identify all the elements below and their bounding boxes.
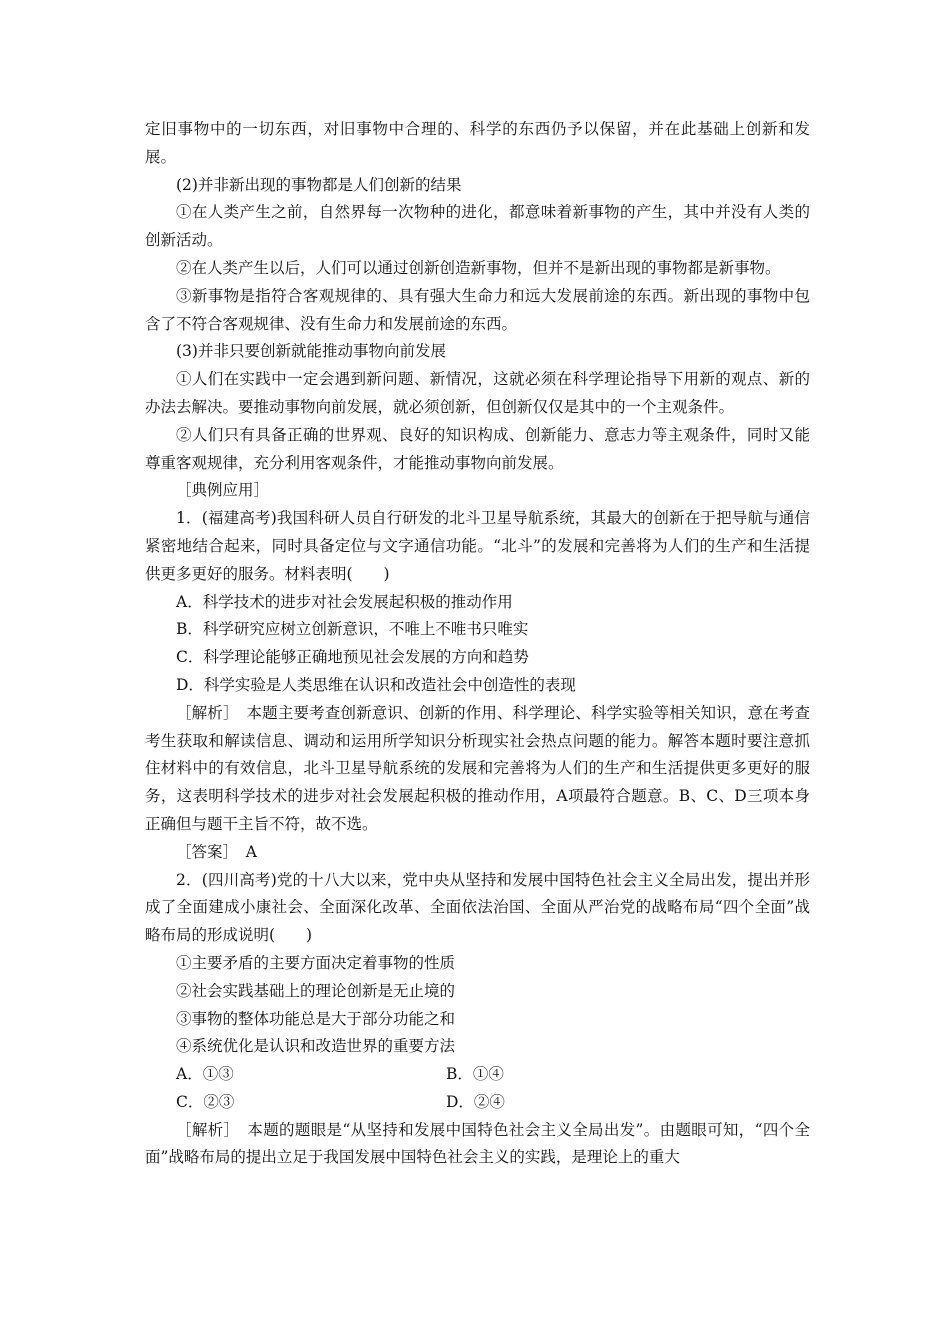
option-d: D．②④ [446,1092,505,1111]
analysis-1: ［解析］ 本题主要考查创新意识、创新的作用、科学理论、科学实验等相关知识，意在考查考生获取和解读信息、调动和运用所学知识分析现实社会热点问题的能力。解答本题时要注意抓住材料中的有效信息，北斗卫星导航系统的发展和完善将为人们的生产和生活提供更多更好的服务，这表明科学技术的进步对社会发展起积极的推动作用，A项最符合题意。B、C、D三项本身正确但与题干主旨不符，故不选。 [145,703,810,833]
options-row-2 [145,1089,810,1117]
analysis-2: ［解析］ 本题的题眼是“从坚持和发展中国特色社会主义全局出发”。由题眼可知，“四个全面”战略布局的提出立足于我国发展中国特色社会主义的实践，是理论上的重大 [145,1120,810,1167]
option-a: A．科学技术的进步对社会发展起积极的推动作用 [176,592,513,611]
option-b: B．①④ [446,1065,504,1084]
statement-3: ③事物的整体功能总是大于部分功能之和 [176,1009,456,1028]
subheading: (3)并非只要创新就能推动事物向前发展 [176,342,446,361]
paragraph: ②人们只有具备正确的世界观、良好的知识构成、创新能力、意志力等主观条件，同时又能尊重客观规律，充分利用客观条件，才能推动事物向前发展。 [145,425,810,472]
section-label: ［典例应用］ [176,481,270,500]
paragraph: ①在人类产生之前，自然界每一次物种的进化，都意味着新事物的产生，其中并没有人类的创新活动。 [145,203,810,250]
option-d: D．科学实验是人类思维在认识和改造社会中创造性的表现 [176,675,576,694]
paragraph: 定旧事物中的一切东西，对旧事物中合理的、科学的东西仍予以保留，并在此基础上创新和发展。 [145,120,810,166]
question-1: 1．(福建高考)我国科研人员自行研发的北斗卫星导航系统，其最大的创新在于把导航与通信紧密地结合起来，同时具备定位与文字通信功能。“北斗”的发展和完善将为人们的生产和生活提供更多更好的服务。材料表明( ) [145,509,810,583]
option-c: C．科学理论能够正确地预见社会发展的方向和趋势 [176,648,529,667]
statement-2: ②社会实践基础上的理论创新是无止境的 [176,981,456,1000]
option-a: A．①③ [176,1065,234,1084]
statement-4: ④系统优化是认识和改造世界的重要方法 [176,1037,456,1056]
document-body [145,116,810,1172]
options-row-1 [145,1061,810,1089]
answer-1: ［答案］ A [176,842,257,861]
subheading: (2)并非新出现的事物都是人们创新的结果 [176,175,462,194]
question-2: 2．(四川高考)党的十八大以来，党中央从坚持和发展中国特色社会主义全局出发，提出并形成了全面建成小康社会、全面深化改革、全面依法治国、全面从严治党的战略布局“四个全面”战略布局的形成说明( ) [145,870,810,945]
paragraph: ②在人类产生以后，人们可以通过创新创造新事物，但并不是新出现的事物都是新事物。 [176,258,781,277]
paragraph: ①人们在实践中一定会遇到新问题、新情况，这就必须在科学理论指导下用新的观点、新的办法去解决。要推动事物向前发展，就必须创新，但创新仅仅是其中的一个主观条件。 [145,370,810,416]
statement-1: ①主要矛盾的主要方面决定着事物的性质 [176,953,456,972]
option-c: C．②③ [176,1092,235,1111]
option-b: B．科学研究应树立创新意识，不唯上不唯书只唯实 [176,620,529,639]
paragraph: ③新事物是指符合客观规律的、具有强大生命力和远大发展前途的东西。新出现的事物中包含了不符合客观规律、没有生命力和发展前途的东西。 [145,286,810,333]
